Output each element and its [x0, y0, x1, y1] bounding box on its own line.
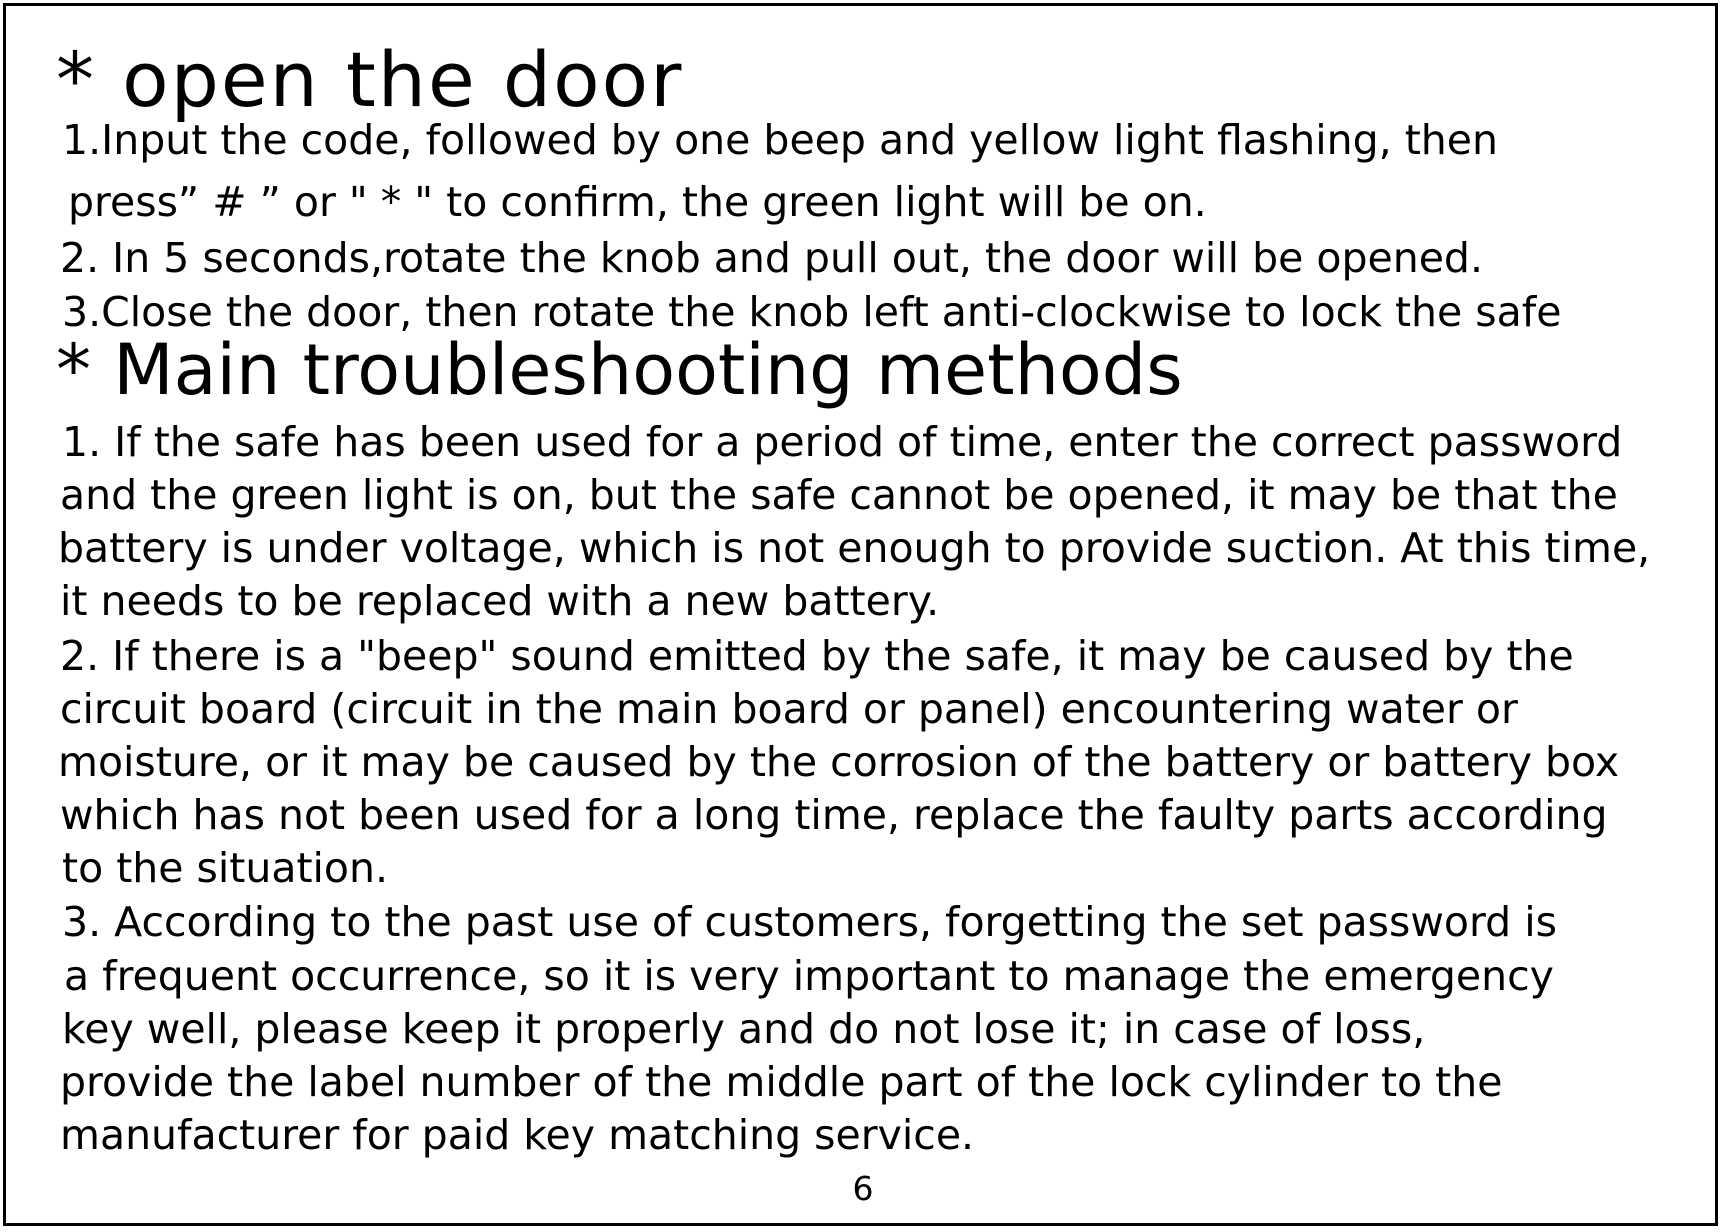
text-line: which has not been used for a long time, replace the faulty parts according — [60, 791, 1608, 839]
text-line: a frequent occurrence, so it is very important to manage the emergency — [64, 952, 1554, 1000]
text-line: moisture, or it may be caused by the corrosion of the battery or battery box — [58, 738, 1620, 786]
section-heading-troubleshooting: * Main troubleshooting methods — [56, 329, 1183, 411]
text-line: provide the label number of the middle part of the lock cylinder to the — [60, 1058, 1503, 1106]
text-line: to the situation. — [62, 844, 389, 892]
text-line: 3.Close the door, then rotate the knob left anti-clockwise to lock the safe — [62, 288, 1562, 336]
text-line: 1.Input the code, followed by one beep and yellow light flashing, then — [62, 116, 1498, 164]
text-line: key well, please keep it properly and do not lose it; in case of loss, — [62, 1005, 1426, 1053]
section-heading-open-door: * open the door — [56, 35, 684, 124]
page-number: 6 — [852, 1169, 874, 1208]
text-line: circuit board (circuit in the main board or panel) encountering water or — [60, 685, 1518, 733]
text-line: 2. If there is a "beep" sound emitted by the safe, it may be caused by the — [60, 632, 1574, 680]
text-line: manufacturer for paid key matching service. — [60, 1111, 975, 1159]
text-line: 1. If the safe has been used for a period of time, enter the correct password — [62, 418, 1623, 466]
text-line: it needs to be replaced with a new battery. — [60, 577, 940, 625]
text-line: battery is under voltage, which is not enough to provide suction. At this time, — [58, 524, 1651, 572]
text-line: 3. According to the past use of customers, forgetting the set password is — [62, 898, 1557, 946]
text-line: press” # ” or " * " to confirm, the green light will be on. — [68, 178, 1207, 226]
text-line: 2. In 5 seconds,rotate the knob and pull out, the door will be opened. — [60, 234, 1483, 282]
text-line: and the green light is on, but the safe cannot be opened, it may be that the — [60, 471, 1618, 519]
